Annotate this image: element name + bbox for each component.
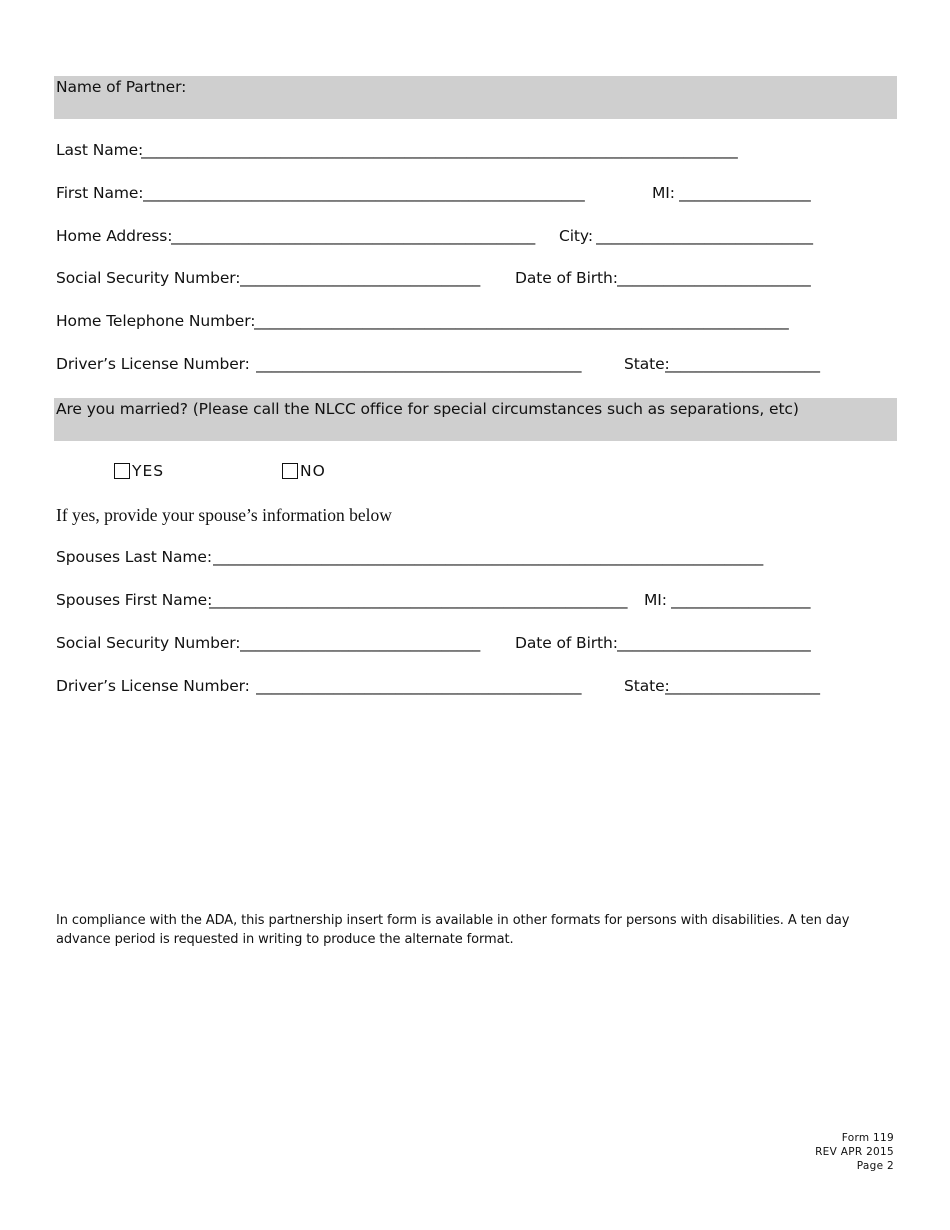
- first-name-label: First Name:: [56, 184, 144, 202]
- state-label: State:: [624, 355, 670, 373]
- home-address-field[interactable]: _______________________________________________: [171, 227, 536, 245]
- home-phone-field[interactable]: _____________________________________________________________________: [254, 312, 789, 330]
- spouse-dl-field[interactable]: __________________________________________: [256, 677, 582, 695]
- form-revision: REV APR 2015: [815, 1146, 894, 1158]
- spouse-dl-label: Driver’s License Number:: [56, 677, 250, 695]
- spouse-state-label: State:: [624, 677, 670, 695]
- spouse-intro: If yes, provide your spouse’s information below: [56, 505, 392, 525]
- dob-label: Date of Birth:: [515, 269, 618, 287]
- form-footer: [815, 1131, 894, 1173]
- partner-section-header: [54, 76, 897, 119]
- spouse-first-name-field[interactable]: ______________________________________________________: [209, 591, 628, 609]
- spouse-mi-label: MI:: [644, 591, 667, 609]
- yes-option[interactable]: [114, 462, 164, 480]
- yes-checkbox[interactable]: [114, 463, 130, 479]
- city-field[interactable]: ____________________________: [596, 227, 813, 245]
- spouse-state-field[interactable]: ____________________: [665, 677, 820, 695]
- no-label: NO: [300, 462, 326, 480]
- spouse-ssn-field[interactable]: _______________________________: [240, 634, 481, 652]
- mi-label: MI:: [652, 184, 675, 202]
- first-name-field[interactable]: _________________________________________________________: [143, 184, 585, 202]
- dl-label: Driver’s License Number:: [56, 355, 250, 373]
- spouse-last-name-field[interactable]: _______________________________________________________________________: [213, 548, 764, 566]
- spouse-dob-label: Date of Birth:: [515, 634, 618, 652]
- ssn-label: Social Security Number:: [56, 269, 241, 287]
- spouse-ssn-label: Social Security Number:: [56, 634, 241, 652]
- no-checkbox[interactable]: [282, 463, 298, 479]
- yes-label: YES: [132, 462, 165, 480]
- city-label: City:: [559, 227, 593, 245]
- mi-field[interactable]: _________________: [679, 184, 811, 202]
- home-address-label: Home Address:: [56, 227, 173, 245]
- spouse-first-name-label: Spouses First Name:: [56, 591, 213, 609]
- married-section-header: [54, 398, 897, 441]
- page-number: Page 2: [856, 1160, 894, 1172]
- dob-field[interactable]: _________________________: [617, 269, 811, 287]
- spouse-mi-field[interactable]: __________________: [671, 591, 811, 609]
- home-phone-label: Home Telephone Number:: [56, 312, 256, 330]
- partner-section-title: Name of Partner:: [56, 78, 187, 96]
- married-question: Are you married? (Please call the NLCC office for special circumstances such as separations, etc): [56, 400, 799, 418]
- dl-field[interactable]: __________________________________________: [256, 355, 582, 373]
- spouse-dob-field[interactable]: _________________________: [617, 634, 811, 652]
- last-name-label: Last Name:: [56, 141, 144, 159]
- state-field[interactable]: ____________________: [665, 355, 820, 373]
- form-number: Form 119: [841, 1132, 894, 1144]
- ada-notice: In compliance with the ADA, this partnership insert form is available in other formats for persons with disabilities. A ten day advance period is requested in writing to produce the alternate format.: [56, 913, 850, 947]
- ssn-field[interactable]: _______________________________: [240, 269, 481, 287]
- no-option[interactable]: [282, 462, 326, 480]
- last-name-field[interactable]: _____________________________________________________________________________: [141, 141, 738, 159]
- spouse-last-name-label: Spouses Last Name:: [56, 548, 212, 566]
